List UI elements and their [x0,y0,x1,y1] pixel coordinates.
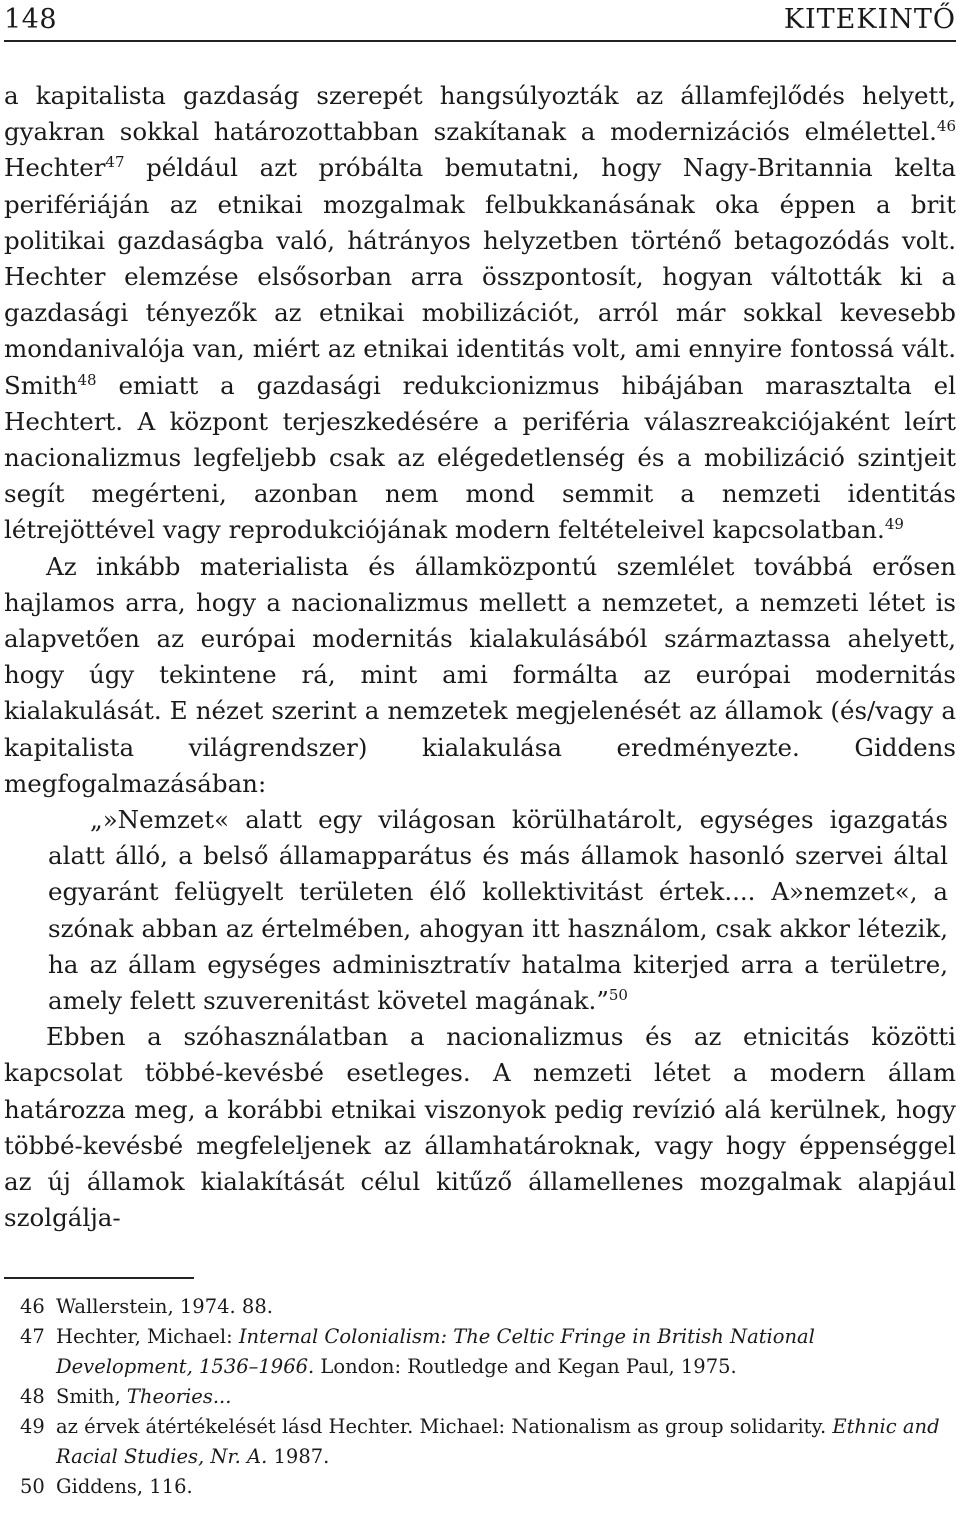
footnote [4,1472,956,1502]
footnote-text: Smith, Theories... [56,1385,232,1408]
block-quote [48,802,948,1019]
page-header [4,4,956,42]
footnote-number: 47 [20,1325,45,1348]
text-run: a kapitalista gazdaság szerepét hangsúlyozták az államfejlődés helyett, gyakran sokkal határozottabban szakítanak a modernizációs elmélettel. [4,81,956,147]
footnote [4,1292,956,1322]
footnote-ref-46[interactable]: 46 [936,117,956,136]
footnote-number: 46 [20,1295,45,1318]
text-run: emiatt a gazdasági redukcionizmus hibájában marasztalta el Hechtert. A központ terjeszkedésére a periféria válaszreakciójaként leírt nacionalizmus legfeljebb csak az elégedetlenség és a mobilizáció szintjeit segít megérteni, azonban nem mond semmit a nemzeti identitás létrejöttével vagy reprodukciójának modern feltételeivel kapcsolatban. [4,370,956,545]
footnote-text: az érvek átértékelését lásd Hechter. Michael: Nationalism as group solidarity. Ethnic and Racial Studies, Nr. A. 1987. [56,1415,940,1468]
header-rule [4,40,956,42]
footnote-ref-49[interactable]: 49 [884,515,904,534]
footnote [4,1412,956,1472]
footnote-text: Giddens, 116. [56,1475,193,1498]
footnote-number: 49 [20,1415,45,1438]
paragraph-2: Az inkább materialista és államközpontú szemlélet továbbá erősen hajlamos arra, hogy a nacionalizmus mellett a nemzetet, a nemzeti létet is alapvetően az európai modernitás kialakulásából származtassa ahelyett, hogy úgy tekintene rá, mint ami formálta az európai modernitás kialakulását. E nézet szerint a nemzetek megjelenését az államok (és/vagy a kapitalista világrendszer) kialakulása eredményezte. Giddens megfogalmazásában: [4,551,956,798]
footnote-text: Wallerstein, 1974. 88. [56,1295,273,1318]
footnote [4,1322,956,1382]
paragraph-3: Ebben a szóhasználatban a nacionalizmus és az etnicitás közötti kapcsolat többé-kevésbé esetleges. A nemzeti létet a modern állam határozza meg, a korábbi etnikai viszonyok pedig revízió alá kerülnek, hogy többé-kevésbé megfeleljenek az államhatároknak, vagy hogy éppenséggel az új államok kialakítását célul kitűző államellenes mozgalmak alapjául szolgálja- [4,1022,956,1233]
page-number: 148 [4,4,58,35]
text-run: például azt próbálta bemutatni, hogy Nagy-Britannia kelta perifériáján az etnikai mozgalmak felbukkanásának oka éppen a brit politikai gazdaságba való, hátrányos helyzetben történő betagozódás volt. Hechter elemzése elsősorban arra összpontosít, hogyan váltották ki a gazdasági tényezők az etnikai mobilizációt, arról már sokkal kevesebb mondanivalója van, miért az etnikai identitás volt, ami ennyire fontossá vált. Smith [4,153,956,400]
footnote [4,1382,956,1412]
footnote-text: Hechter, Michael: Internal Colonialism: The Celtic Fringe in British National Development, 1536–1966. London: Routledge and Kegan Paul, 1975. [56,1325,815,1378]
footnotes [4,1292,956,1502]
text-run: Hechter [4,153,106,183]
main-text [4,78,956,1237]
quote-text: „»Nemzet« alatt egy világosan körülhatárolt, egységes igazgatás alatt álló, a belső államapparátus és más államok hasonló szervei által egyaránt felügyelt területen élő kollektivitást értek.... A»nemzet«, a szónak abban az értelmében, ahogyan itt használom, csak akkor létezik, ha az állam egységes adminisztratív hatalma kiterjed arra a területre, amely felett szuverenitást követel magának.” [48,805,948,1016]
footnote-rule [4,1277,194,1279]
footnote-ref-50[interactable]: 50 [608,985,628,1004]
footnote-number: 50 [20,1475,45,1498]
paragraph-1 [4,78,956,549]
running-head: KITEKINTŐ [783,4,956,35]
footnote-number: 48 [20,1385,45,1408]
footnote-ref-47[interactable]: 47 [105,153,125,172]
footnote-ref-48[interactable]: 48 [77,370,97,389]
